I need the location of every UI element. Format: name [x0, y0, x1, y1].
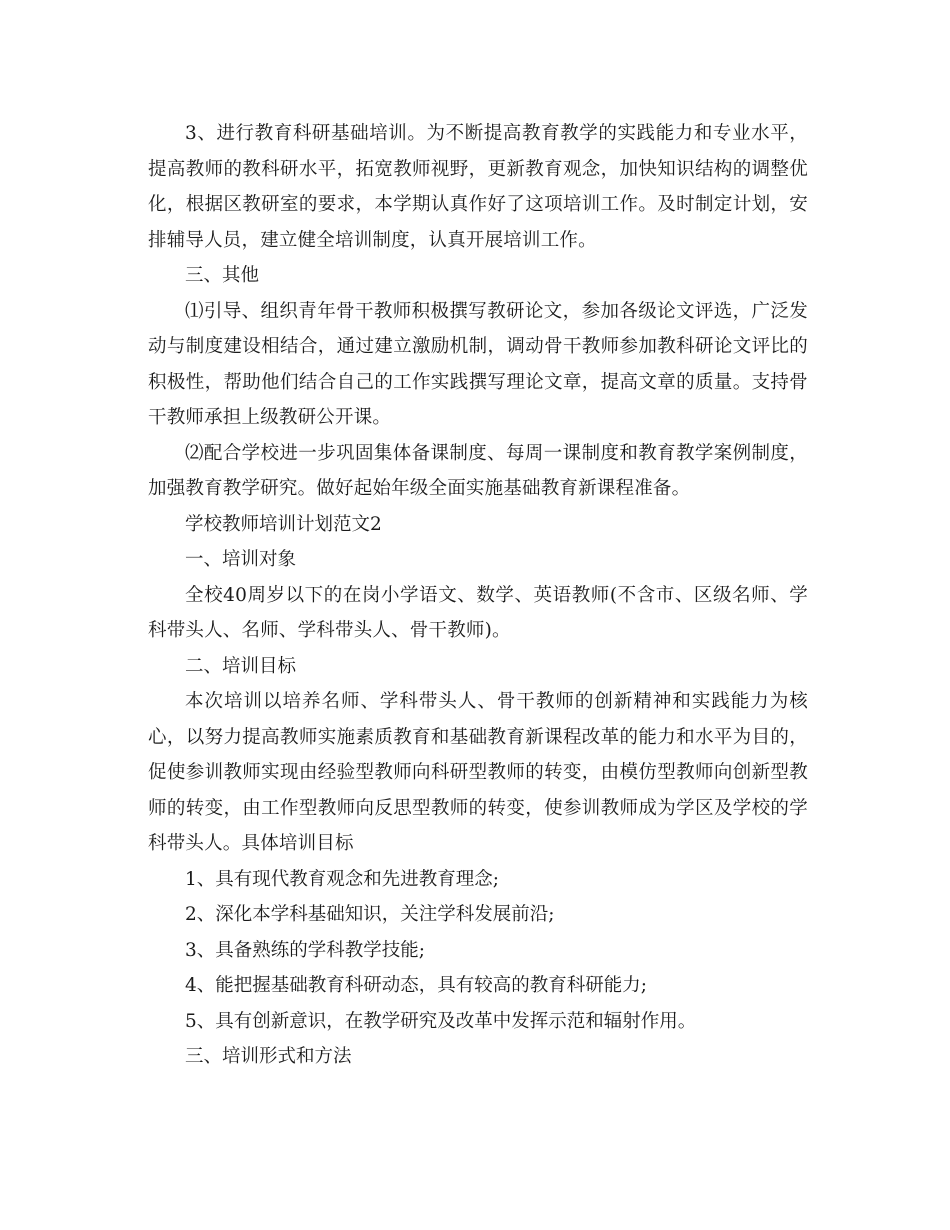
section-heading-other: 三、其他: [185, 265, 260, 286]
goal-item-1: 1、具有现代教育观念和先进教育理念;: [185, 868, 500, 890]
paragraph-item-1: ⑴引导、组织青年骨干教师积极撰写教研论文，参加各级论文评选，广泛发动与制度建设相结合，通过建立激励机制，调动骨干教师参加教科研论文评比的积极性，帮助他们结合自己的工作实践撰写理论文章，提高文章的质量。支持骨干教师承担上级教研公开课。: [148, 300, 808, 428]
section-heading-methods: 三、培训形式和方法: [185, 1046, 352, 1067]
paragraph-target: 全校40周岁以下的在岗小学语文、数学、英语教师(不含市、区级名师、学科带头人、名师、学科带头人、骨干教师)。: [148, 584, 808, 641]
goal-item-3: 3、具备熟练的学科教学技能;: [185, 939, 426, 961]
paragraph-item-2: ⑵配合学校进一步巩固集体备课制度、每周一课制度和教育教学案例制度，加强教育教学研究。做好起始年级全面实施基础教育新课程准备。: [148, 442, 808, 499]
section-heading-goals: 二、培训目标: [185, 655, 297, 677]
section-heading-target: 一、培训对象: [185, 549, 297, 570]
paragraph-goals: 本次培训以培养名师、学科带头人、骨干教师的创新精神和实践能力为核心，以努力提高教师实施素质教育和基础教育新课程改革的能力和水平为目的，促使参训教师实现由经验型教师向科研型教师的转变，由模仿型教师向创新型教师的转变，由工作型教师向反思型教师的转变，使参训教师成为学区及学校的学科带头人。具体培训目标: [148, 691, 808, 854]
document-subtitle: 学校教师培训计划范文2: [185, 513, 382, 535]
goal-item-2: 2、深化本学科基础知识，关注学科发展前沿;: [185, 904, 555, 925]
paragraph-research-training: 3、进行教育科研基础培训。为不断提高教育教学的实践能力和专业水平，提高教师的教科研水平，拓宽教师视野，更新教育观念，加快知识结构的调整优化，根据区教研室的要求，本学期认真作好了这项培训工作。及时制定计划，安排辅导人员，建立健全培训制度，认真开展培训工作。: [148, 123, 808, 251]
goal-item-4: 4、能把握基础教育科研动态，具有较高的教育科研能力;: [185, 975, 648, 996]
document-body: [148, 116, 808, 1075]
goal-item-5: 5、具有创新意识，在教学研究及改革中发挥示范和辐射作用。: [185, 1010, 697, 1032]
